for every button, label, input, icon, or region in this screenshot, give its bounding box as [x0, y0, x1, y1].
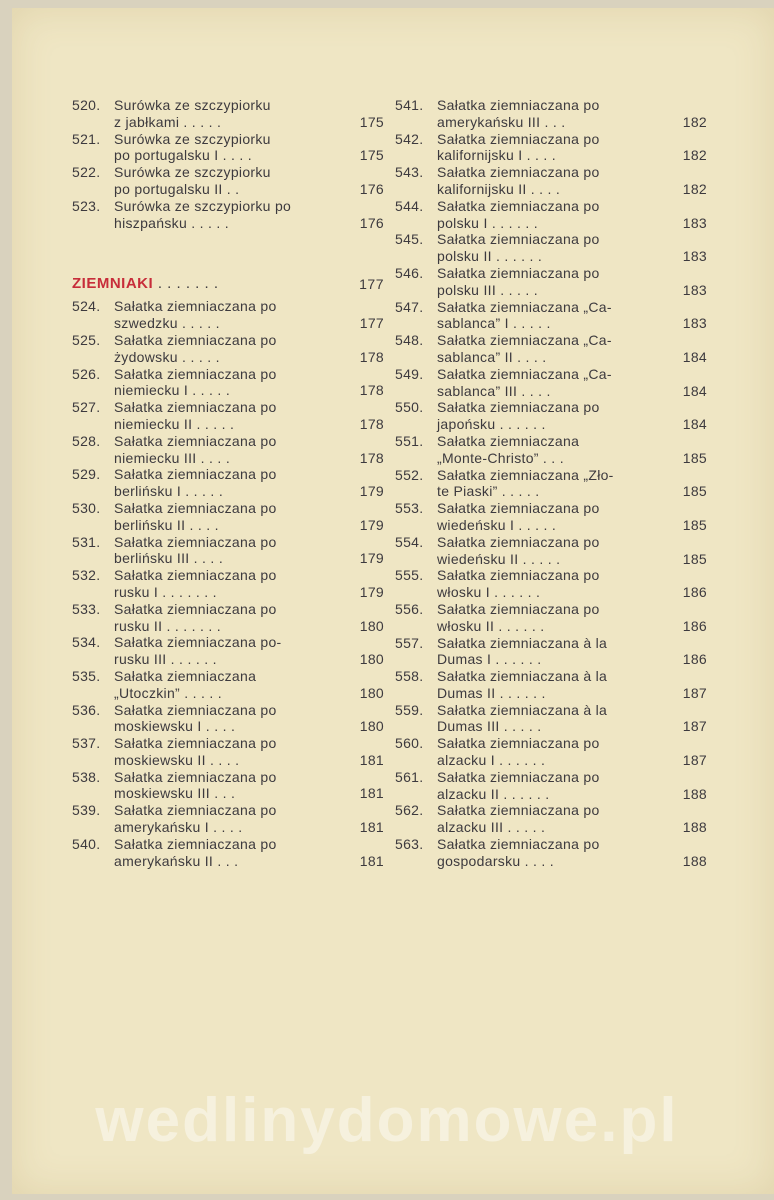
toc-entry: 532. Sałatka ziemniaczana po rusku I . . . . . . . 179 — [72, 567, 384, 600]
toc-entry: 539. Sałatka ziemniaczana po amerykańsku I . . . . 181 — [72, 802, 384, 836]
toc-entry: 529. Sałatka ziemniaczana po berlińsku I . . . . . 179 — [72, 466, 384, 500]
toc-entry: 558. Sałatka ziemniaczana à la Dumas II . . . . . . 187 — [395, 668, 707, 701]
toc-entry: 538. Sałatka ziemniaczana po moskiewsku III . . . 181 — [72, 768, 384, 802]
toc-entry: 557. Sałatka ziemniaczana à la Dumas I . . . . . . 186 — [395, 634, 707, 668]
toc-entry: 542. Sałatka ziemniaczana po kalifornijsku I . . . . 182 — [395, 130, 707, 164]
toc-entry: 528. Sałatka ziemniaczana po niemiecku III . . . . 178 — [72, 432, 384, 466]
toc-entry: 537. Sałatka ziemniaczana po moskiewsku II . . . . 181 — [72, 735, 384, 768]
toc-entry: 559. Sałatka ziemniaczana à la Dumas III . . . . . 187 — [395, 701, 707, 735]
toc-entry: 525. Sałatka ziemniaczana po żydowsku . . . . . 178 — [72, 331, 384, 365]
toc-entry: 524. Sałatka ziemniaczana po szwedzku . . . . . 177 — [72, 298, 384, 332]
toc-entry: 534. Sałatka ziemniaczana po- rusku III . . . . . . 180 — [72, 634, 384, 668]
section-heading — [72, 275, 384, 292]
left-entries-after — [72, 298, 384, 869]
toc-entry: 531. Sałatka ziemniaczana po berlińsku III . . . . 179 — [72, 533, 384, 567]
toc-entry: 545. Sałatka ziemniaczana po polsku II . . . . . . 183 — [395, 231, 707, 265]
toc-entry: 551. Sałatka ziemniaczana „Monte-Christo” . . . 185 — [395, 432, 707, 466]
toc-entry: 540. Sałatka ziemniaczana po amerykańsku II . . . 181 — [72, 835, 384, 869]
toc-entry: 536. Sałatka ziemniaczana po moskiewsku I . . . . 180 — [72, 701, 384, 735]
book-page — [12, 8, 774, 1194]
toc-entry: 561. Sałatka ziemniaczana po alzacku II . . . . . . 188 — [395, 768, 707, 802]
right-column — [395, 97, 707, 870]
toc-entry: 550. Sałatka ziemniaczana po japońsku . . . . . . 184 — [395, 399, 707, 433]
toc-entry: 560. Sałatka ziemniaczana po alzacku I . . . . . . 187 — [395, 735, 707, 769]
toc-entry: 526. Sałatka ziemniaczana po niemiecku I . . . . . 178 — [72, 365, 384, 399]
toc-entry: 563. Sałatka ziemniaczana po gospodarsku . . . . 188 — [395, 836, 707, 869]
section-dots: . . . . . . . — [157, 275, 219, 293]
toc-entry: 535. Sałatka ziemniaczana „Utoczkin” . . . . . 180 — [72, 667, 384, 701]
toc-entry: 554. Sałatka ziemniaczana po wiedeńsku II . . . . . 185 — [395, 533, 707, 567]
toc-entry: 530. Sałatka ziemniaczana po berlińsku II . . . . 179 — [72, 499, 384, 533]
toc-entry: 522. Surówka ze szczypiorku po portugalsku II . . 176 — [72, 164, 384, 197]
toc-entry: 549. Sałatka ziemniaczana „Ca- sablanca” III . . . . 184 — [395, 365, 707, 399]
toc-entry: 556. Sałatka ziemniaczana po włosku II . . . . . . 186 — [395, 600, 707, 634]
left-entries-before — [72, 97, 384, 231]
toc-entry: 521. Surówka ze szczypiorku po portugalsku I . . . . 175 — [72, 130, 384, 164]
toc-entry: 552. Sałatka ziemniaczana „Zło- te Piaski” . . . . . 185 — [395, 466, 707, 500]
toc-entry: 527. Sałatka ziemniaczana po niemiecku II . . . . . 178 — [72, 399, 384, 432]
toc-entry: 541. Sałatka ziemniaczana po amerykańsku III . . . 182 — [395, 97, 707, 130]
toc-entry: 523. Surówka ze szczypiorku po hiszpańsku . . . . . 176 — [72, 197, 384, 231]
section-title: ZIEMNIAKI — [72, 275, 154, 293]
toc-entry: 555. Sałatka ziemniaczana po włosku I . . . . . . 186 — [395, 567, 707, 601]
toc-entry: 533. Sałatka ziemniaczana po rusku II . . . . . . . 180 — [72, 600, 384, 634]
toc-entry: 544. Sałatka ziemniaczana po polsku I . . . . . . 183 — [395, 197, 707, 231]
toc-entry: 547. Sałatka ziemniaczana „Ca- sablanca” I . . . . . 183 — [395, 298, 707, 332]
section-page-number: 177 — [359, 276, 384, 293]
toc-entry: 546. Sałatka ziemniaczana po polsku III . . . . . 183 — [395, 264, 707, 298]
toc-entry: 562. Sałatka ziemniaczana po alzacku III . . . . . 188 — [395, 802, 707, 836]
section-title-row — [72, 275, 346, 292]
toc-entry: 520. Surówka ze szczypiorku z jabłkami . . . . . 175 — [72, 97, 384, 130]
toc-entry: 543. Sałatka ziemniaczana po kalifornijsku II . . . . 182 — [395, 164, 707, 197]
toc-entry: 553. Sałatka ziemniaczana po wiedeńsku I . . . . . 185 — [395, 500, 707, 533]
left-column — [72, 97, 384, 869]
watermark: wedlinydomowe.pl — [95, 1086, 679, 1155]
toc-entry: 548. Sałatka ziemniaczana „Ca- sablanca” II . . . . 184 — [395, 332, 707, 365]
